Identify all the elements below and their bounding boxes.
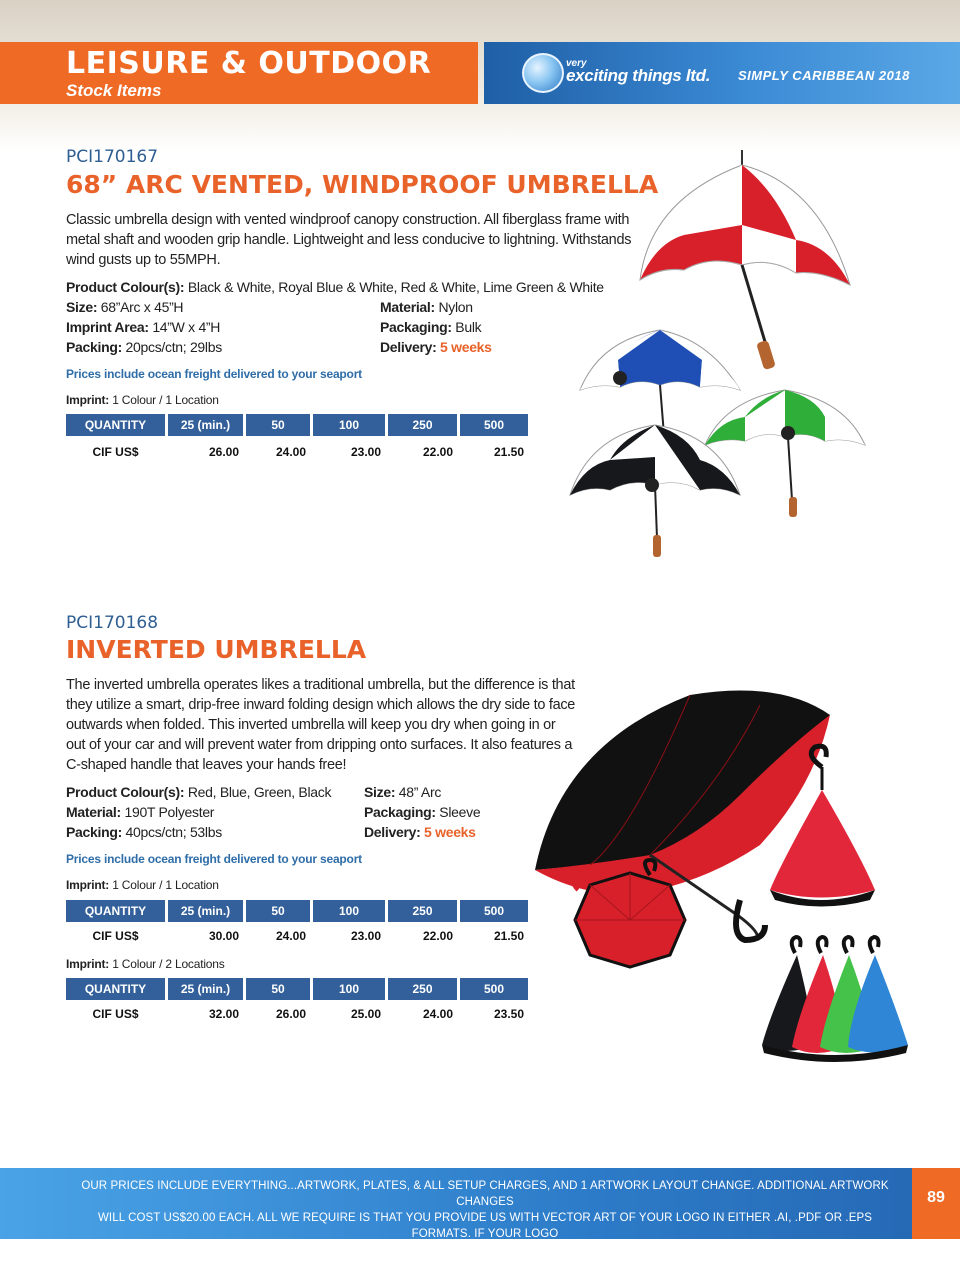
price-cell: 23.00 (350, 929, 381, 943)
product-description-line: out of your car and will prevent water from dripping onto surfaces. It also features a (66, 737, 573, 753)
header-cell: 250 (385, 414, 457, 436)
imprint-info (66, 878, 219, 892)
spec-material (380, 299, 473, 315)
price-cell: 24.00 (275, 445, 306, 459)
price-cell: 26.00 (208, 445, 239, 459)
spec-colours (66, 279, 604, 295)
spec-label: Delivery: (364, 824, 421, 840)
freight-note: Prices include ocean freight delivered to your seaport (66, 852, 362, 866)
row-label: CIF US$ (92, 445, 139, 459)
page-number: 89 (927, 1189, 945, 1206)
spec-label: Imprint Area: (66, 319, 149, 335)
header-cell: 50 (243, 414, 310, 436)
header-cell: QUANTITY (66, 414, 165, 436)
spec-value: 40pcs/ctn; 53lbs (125, 824, 222, 840)
spec-value: 14”W x 4”H (152, 319, 221, 335)
spec-packaging (380, 319, 481, 335)
price-cell: 30.00 (208, 929, 239, 943)
footer-line: OUR PRICES INCLUDE EVERYTHING...ARTWORK, PLATES, & ALL SETUP CHARGES, AND 1 ARTWORK LAYOUT CHANGE. ADDITIONAL ARTWORK CHANGES (81, 1180, 889, 1208)
product-description-line: they utilize a smart, drip-free inward folding design which allows the dry side to face (66, 697, 576, 713)
imprint-value: 1 Colour / 1 Location (112, 878, 219, 892)
price-cell: 23.50 (493, 1007, 524, 1021)
product-description-line: outwards when folded. This inverted umbrella will keep you dry when going in or (66, 717, 556, 733)
header-cell: 250 (385, 978, 457, 1000)
imprint-info (66, 393, 219, 407)
price-cell: 24.00 (422, 1007, 453, 1021)
spec-material (66, 804, 214, 820)
imprint-value: 1 Colour / 2 Locations (112, 957, 225, 971)
logo-small-text: very (566, 58, 587, 69)
header-cell: 500 (457, 978, 528, 1000)
spec-delivery (380, 339, 492, 355)
imprint-label: Imprint: (66, 393, 110, 407)
spec-value: 48” Arc (398, 784, 442, 800)
spec-label: Delivery: (380, 339, 437, 355)
spec-packing (66, 824, 222, 840)
table-row (66, 925, 528, 947)
spec-label: Size: (66, 299, 98, 315)
spec-packing (66, 339, 222, 355)
inverted-umbrellas-photo (530, 685, 950, 1065)
imprint-label: Imprint: (66, 957, 110, 971)
price-cell: 22.00 (422, 929, 453, 943)
spec-label: Packaging: (380, 319, 452, 335)
price-table-header (66, 978, 528, 1000)
product-code: PCI170168 (66, 613, 159, 633)
table-row (66, 441, 528, 463)
price-table-header (66, 414, 528, 436)
company-logo-text: exciting things ltd. (566, 66, 711, 85)
product-description-line: wind gusts up to 55MPH. (66, 252, 221, 268)
footer-disclaimer (70, 1178, 900, 1274)
price-table-header (66, 900, 528, 922)
price-cell: 32.00 (208, 1007, 239, 1021)
product-code: PCI170167 (66, 147, 159, 167)
spec-label: Packing: (66, 339, 122, 355)
header-cell: QUANTITY (66, 900, 165, 922)
globe-logo-icon (522, 53, 564, 93)
price-table (66, 978, 528, 1025)
header-cell: QUANTITY (66, 978, 165, 1000)
header-cell: 500 (457, 414, 528, 436)
product-description-line: metal shaft and wooden grip handle. Lightweight and less conducive to lightning. Withstands (66, 232, 632, 248)
price-cell: 24.00 (275, 929, 306, 943)
spec-value: Black & White, Royal Blue & White, Red & White, Lime Green & White (187, 279, 604, 295)
row-label: CIF US$ (92, 929, 139, 943)
header-cell: 500 (457, 900, 528, 922)
price-cell: 21.50 (493, 445, 524, 459)
spec-label: Material: (380, 299, 435, 315)
header-cell: 100 (310, 978, 385, 1000)
freight-note: Prices include ocean freight delivered to your seaport (66, 367, 362, 381)
vented-umbrellas-photo (560, 145, 950, 565)
spec-value: 68”Arc x 45”H (100, 299, 184, 315)
black-white-umbrella (570, 425, 740, 557)
header-cell: 250 (385, 900, 457, 922)
delivery-value: 5 weeks (440, 339, 492, 355)
spec-imprint-area (66, 319, 220, 335)
price-table (66, 414, 528, 463)
spec-label: Product Colour(s): (66, 279, 185, 295)
footer-line: WILL COST US$20.00 EACH. ALL WE REQUIRE IS THAT YOU PROVIDE US WITH VECTOR ART OF YOUR LOGO IN EITHER .AI, .PDF OR .EPS FORMATS. IF YOUR LOGO (97, 1212, 873, 1240)
spec-label: Product Colour(s): (66, 784, 185, 800)
spec-value: 190T Polyester (124, 804, 215, 820)
header-cell: 100 (310, 900, 385, 922)
spec-label: Packing: (66, 824, 122, 840)
price-cell: 26.00 (275, 1007, 306, 1021)
spec-packaging (364, 804, 480, 820)
section-title: LEISURE & OUTDOOR (66, 46, 432, 81)
header-cell: 50 (243, 978, 310, 1000)
delivery-value: 5 weeks (424, 824, 476, 840)
spec-value: Nylon (438, 299, 473, 315)
imprint-label: Imprint: (66, 878, 110, 892)
header-cell: 100 (310, 414, 385, 436)
price-cell: 22.00 (422, 445, 453, 459)
price-cell: 23.00 (350, 445, 381, 459)
spec-label: Material: (66, 804, 121, 820)
table-row (66, 1003, 528, 1025)
spec-size (66, 299, 183, 315)
imprint-info (66, 957, 225, 971)
spec-delivery (364, 824, 476, 840)
imprint-value: 1 Colour / 1 Location (112, 393, 219, 407)
product-title: INVERTED UMBRELLA (66, 635, 367, 664)
spec-label: Packaging: (364, 804, 436, 820)
spec-value: Sleeve (439, 804, 481, 820)
product-description-line: Classic umbrella design with vented windproof canopy construction. All fiberglass frame with (66, 212, 630, 228)
footer-line: CANNOT BE SUPPLIED IN ANY OF OUR REQUIRED FORMATS WE CAN ARRANGE TO HAVE IT REDRAWN FOR YOU AT A MINIMUM COST OF US$100.00. (97, 1244, 873, 1272)
spec-value: 20pcs/ctn; 29lbs (125, 339, 222, 355)
spec-size (364, 784, 441, 800)
header-cell: 25 (min.) (165, 414, 243, 436)
spec-colours (66, 784, 331, 800)
spec-label: Size: (364, 784, 396, 800)
product-title: 68” ARC VENTED, WINDPROOF UMBRELLA (66, 170, 659, 199)
product-description-line: C-shaped handle that leaves your hands free! (66, 757, 347, 773)
price-cell: 21.50 (493, 929, 524, 943)
spec-value: Bulk (455, 319, 482, 335)
row-label: CIF US$ (92, 1007, 139, 1021)
section-subtitle: Stock Items (66, 81, 162, 100)
closed-umbrella-row (762, 937, 908, 1062)
catalog-brand: SIMPLY CARIBBEAN 2018 (738, 68, 910, 83)
header-cell: 25 (min.) (165, 978, 243, 1000)
header-cell: 25 (min.) (165, 900, 243, 922)
price-cell: 25.00 (350, 1007, 381, 1021)
price-table (66, 900, 528, 947)
product-description-line: The inverted umbrella operates likes a traditional umbrella, but the difference is that (66, 677, 575, 693)
header-cell: 50 (243, 900, 310, 922)
green-white-umbrella (705, 390, 865, 517)
spec-value: Red, Blue, Green, Black (187, 784, 332, 800)
